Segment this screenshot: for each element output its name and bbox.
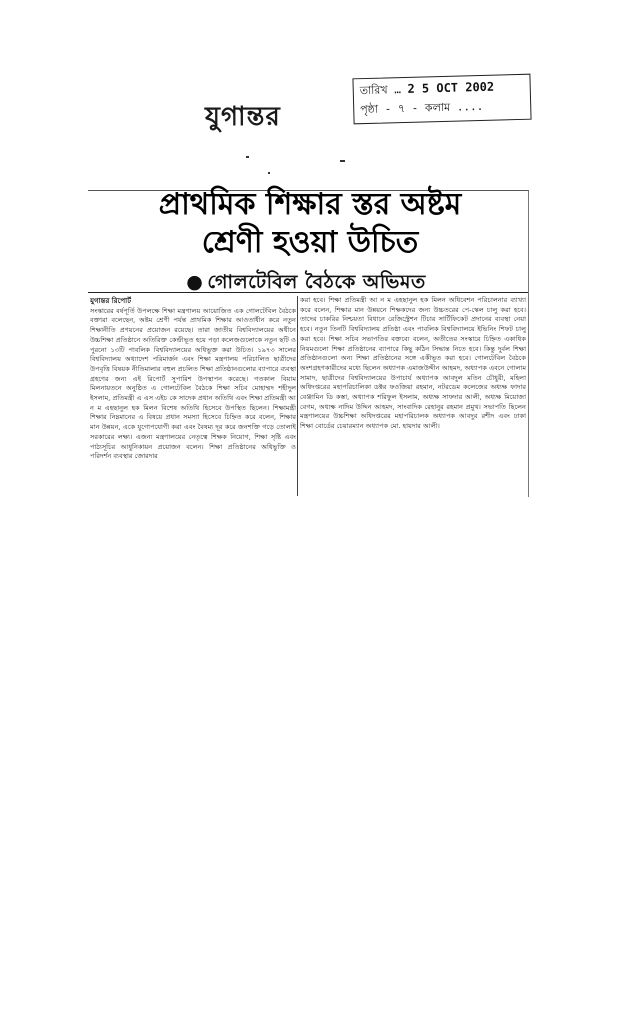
bullet-icon: ● bbox=[186, 271, 204, 293]
article-byline: যুগান্তর রিপোর্ট bbox=[90, 296, 132, 305]
stamp-page-value: ৭ bbox=[397, 101, 406, 116]
stamp-page-label: পৃষ্ঠা bbox=[360, 102, 379, 117]
stamp-date-label: তারিখ bbox=[359, 83, 388, 98]
headline-rule bbox=[88, 292, 528, 293]
subheadline-text: গোলটেবিল বৈঠকে অভিমত bbox=[207, 271, 426, 293]
headline-line-1: প্রাথমিক শিক্ষার স্তর অষ্টম bbox=[158, 187, 462, 222]
column-divider bbox=[297, 296, 298, 496]
article-headline bbox=[92, 186, 528, 262]
left-column-text: সংস্কারের বর্ষপূর্তি উপলক্ষে শিক্ষা মন্ত্রণালয় আয়োজিত এক গোলটেবিল বৈঠকে বক্তারা বলেছেন, অষ্টম শ্রেণী পর্যন্ত প্রাথমিক শিক্ষার আওতাধীন করে নতুন শিক্ষানীতি প্রণয়নের প্রয়োজন রয়েছে। তারা জাতীয় বিশ্ববিদ্যালয়ের অধীনে উচ্চশিক্ষা প্রতিষ্ঠানে অতিরিক্ত কেন্দ্রীভূত হয়ে পড়া কলেজগুলোকে নতুন ছটি ও পুরনো ১৩টি পাবলিক বিশ্ববিদ্যালয়ের অধিভুক্ত করা উচিত। ১৯৭৩ সালের বিশ্ববিদ্যালয় অধ্যাদেশ পরিমার্জন এবং শিক্ষা মন্ত্রণালয় পরিচালিত ছাত্রীদের উপবৃত্তি বিষয়ক নীতিমালার বহুল প্রচলিত শিক্ষা প্রতিষ্ঠানগুলোর ব্যাপারে ব্যবস্থা গ্রহণের জন্য এই রিপোর্ট সুপারিশ উপস্থাপন করেছে। গতকাল বিয়াম মিলনায়তনে অনুষ্ঠিত এ গোলটেবিল বৈঠকে শিক্ষা সচিব মোহাম্মদ শহীদুল ইসলাম, প্রতিমন্ত্রী এ এস এইচ কে সাদেক প্রধান অতিথি এবং শিক্ষা প্রতিমন্ত্রী আ ন ম এহছানুল হক মিলন বিশেষ অতিথি হিসেবে উপস্থিত ছিলেন। শিক্ষামন্ত্রী শিক্ষার নিম্নমানের এ বিষয়ে প্রধান সমস্যা হিসেবে চিহ্নিত করে বলেন, শিক্ষার মান উন্নয়ন, একে যুগোপযোগী করা এবং বৈষম্য দূর করে জনশক্তি গড়ে তোলাই সরকারের লক্ষ্য। এজন্য মন্ত্রণালয়ের নেতৃত্বে শিক্ষক নিয়োগ, শিক্ষা সৃষ্টি এবং পাঠ্যসূচির আধুনিকায়ন প্রয়োজন বলেন। শিক্ষা প্রতিষ্ঠানের অধিভুক্তি ও পরিদর্শন ব্যবস্থার জোরদার bbox=[90, 306, 296, 461]
stamp-column-label: কলাম bbox=[424, 100, 451, 115]
stamp-date-value: 2 5 OCT 2002 bbox=[407, 79, 495, 96]
stamp-date-row: তারিখ … 2 5 OCT 2002 bbox=[359, 79, 495, 98]
headline-line-2: শ্রেণী হওয়া উচিত bbox=[201, 225, 419, 260]
article-column-right bbox=[300, 296, 526, 496]
newspaper-clipping bbox=[88, 178, 530, 500]
date-stamp bbox=[352, 74, 531, 125]
right-column-text: করা হবে। শিক্ষা প্রতিমন্ত্রী আ ন ম এহছানুল হক মিলন অধিবেশন পরিচালনার ব্যাখ্যা করে বলেন, শিক্ষার মান উন্নয়নে শিক্ষকদের জন্য উচ্চতরের পে-স্কেল চালু করা হবে। তাদের চাকরির নিশ্চয়তা বিধানে রেজিস্ট্রেশন টিচার সার্টিফিকেট প্রদানের ব্যবস্থা নেয়া হবে। নতুন তিনটি বিশ্ববিদ্যালয় প্রতিষ্ঠা এবং পাবলিক বিশ্ববিদ্যালয়ে ইভিনিং শিফট চালু করা হবে। শিক্ষা সচিব সভাপতির বক্তব্যে বলেন, অতীতের সংস্কারে চিহ্নিত একাধিক নিয়মগুলো শিক্ষা প্রতিষ্ঠানের ব্যাপারে কিছু কঠিন সিদ্ধান্ত নিতে হবে। কিন্তু দুর্বল শিক্ষা প্রতিষ্ঠানগুলো অন্য শিক্ষা প্রতিষ্ঠানের সঙ্গে একীভূত করা হবে। গোলটেবিল বৈঠকে অংশগ্রহণকারীদের মধ্যে ছিলেন অধ্যাপক এমাজউদ্দীন আহমদ, অধ্যাপক এবনে গোলাম সামাদ, ছাত্রীদের বিশ্ববিদ্যালয়ের উপাচার্য অধ্যাপক আবদুল মতিন চৌধুরী, মহিলা অধিদপ্তরের মহাপরিচালিকা ডক্টর ফওজিয়া রহমান, নটরডেম কলেজের অধ্যক্ষ ফাদার বেঞ্জামিন ডি কস্তা, অধ্যাপক শরিফুল ইসলাম, অধ্যক্ষ সাফদার আলী, অধ্যক্ষ মিয়োজা বেগম, অধ্যক্ষ নাদিম উদ্দিন আহমদ, সাংবাদিক রেহানুর রহমান প্রমুখ। সভাপতি ছিলেন মন্ত্রণালয়ের উচ্চশিক্ষা অধিদপ্তরের মহাপরিচালক অধ্যাপক আবদুর রশীদ এবং ঢাকা শিক্ষা বোর্ডের চেয়ারম্যান অধ্যাপক মো. হায়দার আলী। bbox=[300, 296, 526, 431]
article-column-left bbox=[90, 296, 296, 496]
stamp-page-row: পৃষ্ঠা - ৭ - কলাম .... bbox=[360, 99, 484, 117]
newspaper-masthead: যুগান্তর bbox=[205, 102, 281, 132]
